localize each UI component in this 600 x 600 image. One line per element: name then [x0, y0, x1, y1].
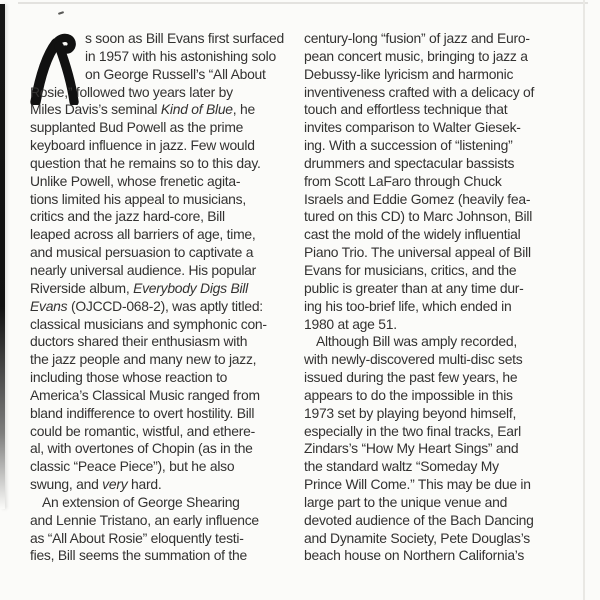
text-line: [304, 440, 560, 458]
text-column-right: [304, 30, 560, 565]
text-segment: including those whose reaction to: [30, 369, 228, 386]
text-segment: from Scott LaFaro through Chuck: [304, 172, 502, 189]
italic-text-segment: Evans: [30, 297, 68, 314]
text-line: [304, 48, 560, 66]
text-segment: question that he remains so to this day.: [30, 154, 261, 171]
text-segment: and Dynamite Society, Pete Douglas’s: [304, 529, 530, 546]
text-segment: Prince Will Come.” This may be due in: [304, 476, 531, 493]
text-line: [30, 191, 286, 209]
text-segment: al, with overtones of Chopin (as in the: [30, 440, 253, 457]
text-line: [304, 547, 560, 565]
text-line: [304, 173, 560, 191]
text-segment: tured on this CD) to Marc Johnson, Bill: [304, 208, 533, 225]
dust-speck: [58, 11, 64, 15]
text-segment: Zindars’s “How My Heart Sings” and: [304, 440, 519, 457]
text-line: [304, 244, 560, 262]
text-line: [30, 458, 286, 476]
text-segment: (OJCCD-068-2), was aptly titled:: [67, 297, 263, 314]
text-segment: the standard waltz “Someday My: [304, 458, 499, 475]
text-segment: Miles Davis’s seminal: [30, 101, 161, 118]
binding-shadow: [0, 4, 5, 509]
text-line: [30, 280, 286, 298]
text-segment: invites comparison to Walter Giesek-: [304, 119, 521, 136]
text-line: [304, 66, 560, 84]
text-line: [304, 333, 560, 351]
text-line: [30, 298, 286, 316]
text-line: [30, 66, 286, 84]
text-line: [304, 101, 560, 119]
italic-text-segment: Everybody Digs Bill: [133, 279, 248, 296]
text-line: [304, 137, 560, 155]
text-segment: leaped across all barriers of age, time,: [30, 226, 256, 243]
text-segment: classic “Peace Piece”), but he also: [30, 458, 235, 475]
text-line: [304, 155, 560, 173]
text-line: [304, 405, 560, 423]
text-segment: and musical persuasion to captivate a: [30, 244, 254, 261]
text-column-left: [30, 30, 286, 565]
text-segment: large part to the unique venue and: [304, 493, 508, 510]
text-segment: ing his too-brief life, which ended in: [304, 297, 512, 314]
text-segment: Unlike Powell, whose frenetic agita-: [30, 172, 241, 189]
text-line: [304, 316, 560, 334]
text-segment: America’s Classical Music ranged from: [30, 386, 260, 403]
text-line: [30, 30, 286, 48]
text-segment: beach house on Northern California’s: [304, 547, 525, 564]
text-segment: Debussy-like lyricism and harmonic: [304, 65, 514, 82]
text-line: [30, 48, 286, 66]
text-segment: ing. With a succession of “listening”: [304, 137, 513, 154]
text-segment: appears to do the impossible in this: [304, 386, 513, 403]
text-line: [30, 316, 286, 334]
text-segment: cast the mold of the widely influential: [304, 226, 521, 243]
text-segment: classical musicians and symphonic con-: [30, 315, 267, 332]
text-segment: on George Russell’s “All About: [85, 65, 266, 82]
text-segment: Israels and Eddie Gomez (heavily fea-: [304, 190, 531, 207]
text-segment: An extension of George Shearing: [42, 493, 240, 510]
text-line: [30, 530, 286, 548]
text-line: [304, 387, 560, 405]
text-line: [304, 208, 560, 226]
text-segment: ductors shared their enthusiasm with: [30, 333, 248, 350]
text-line: [304, 423, 560, 441]
text-line: [30, 262, 286, 280]
text-segment: the jazz people and many new to jazz,: [30, 351, 257, 368]
text-segment: devoted audience of the Bach Dancing: [304, 511, 534, 528]
text-line: [30, 244, 286, 262]
text-line: [304, 280, 560, 298]
italic-text-segment: Kind of Blue: [160, 101, 233, 118]
text-line: [30, 226, 286, 244]
text-line: [304, 262, 560, 280]
text-line: [30, 333, 286, 351]
text-line: [304, 298, 560, 316]
text-line: [30, 173, 286, 191]
text-line: [30, 387, 286, 405]
text-line: [304, 30, 560, 48]
text-segment: Riverside album,: [30, 279, 134, 296]
article-body: [30, 30, 560, 565]
text-line: [30, 208, 286, 226]
text-line: [304, 530, 560, 548]
text-segment: especially in the two final tracks, Earl: [304, 422, 521, 439]
text-segment: drummers and spectacular bassists: [304, 154, 515, 171]
text-line: [304, 512, 560, 530]
text-line: [304, 226, 560, 244]
text-segment: Rosie,” followed two years later by: [30, 83, 233, 100]
text-segment: pean concert music, bringing to jazz a: [304, 47, 528, 64]
text-line: [30, 494, 286, 512]
text-segment: fies, Bill seems the summation of the: [30, 547, 247, 564]
text-line: [304, 476, 560, 494]
text-segment: in 1957 with his astonishing solo: [85, 47, 276, 64]
text-segment: , he: [232, 101, 255, 118]
text-line: [30, 547, 286, 565]
text-line: [30, 476, 286, 494]
text-segment: public is greater than at any time dur-: [304, 279, 524, 296]
text-segment: with newly-discovered multi-disc sets: [304, 351, 523, 368]
text-segment: swung, and: [30, 476, 103, 493]
text-line: [30, 440, 286, 458]
text-segment: 1980 at age 51.: [304, 315, 397, 332]
text-line: [304, 119, 560, 137]
italic-text-segment: very: [102, 476, 128, 493]
text-segment: and Lennie Tristano, an early influence: [30, 511, 259, 528]
text-line: [30, 119, 286, 137]
text-segment: keyboard influence in jazz. Few would: [30, 137, 255, 154]
text-segment: century-long “fusion” of jazz and Euro-: [304, 30, 530, 46]
text-line: [304, 369, 560, 387]
scan-edge-line-right: [583, 0, 585, 600]
text-line: [30, 423, 286, 441]
text-line: [304, 458, 560, 476]
text-line: [30, 155, 286, 173]
text-segment: bland indifference to overt hostility. Bill: [30, 404, 255, 421]
text-segment: supplanted Bud Powell as the prime: [30, 119, 244, 136]
text-segment: issued during the past few years, he: [304, 369, 518, 386]
text-segment: s soon as Bill Evans first surfaced: [85, 30, 284, 46]
text-line: [30, 101, 286, 119]
text-segment: hard.: [127, 476, 162, 493]
text-line: [304, 84, 560, 102]
text-line: [30, 351, 286, 369]
text-line: [30, 369, 286, 387]
text-segment: tions limited his appeal to musicians,: [30, 190, 246, 207]
text-line: [30, 405, 286, 423]
text-segment: touch and effortless technique that: [304, 101, 508, 118]
text-segment: as “All About Rosie” eloquently testi-: [30, 529, 244, 546]
text-line: [304, 351, 560, 369]
text-line: [30, 84, 286, 102]
text-segment: inventiveness crafted with a delicacy of: [304, 83, 535, 100]
text-segment: Piano Trio. The universal appeal of Bill: [304, 244, 531, 261]
text-segment: could be romantic, wistful, and ethere-: [30, 422, 255, 439]
text-line: [30, 137, 286, 155]
text-line: [304, 494, 560, 512]
text-segment: Evans for musicians, critics, and the: [304, 261, 517, 278]
scan-edge-line-top: [18, 2, 588, 4]
text-segment: nearly universal audience. His popular: [30, 261, 257, 278]
text-segment: Although Bill was amply recorded,: [316, 333, 517, 350]
text-line: [304, 191, 560, 209]
text-line: [30, 512, 286, 530]
text-segment: critics and the jazz hard-core, Bill: [30, 208, 225, 225]
text-segment: 1973 set by playing beyond himself,: [304, 404, 517, 421]
